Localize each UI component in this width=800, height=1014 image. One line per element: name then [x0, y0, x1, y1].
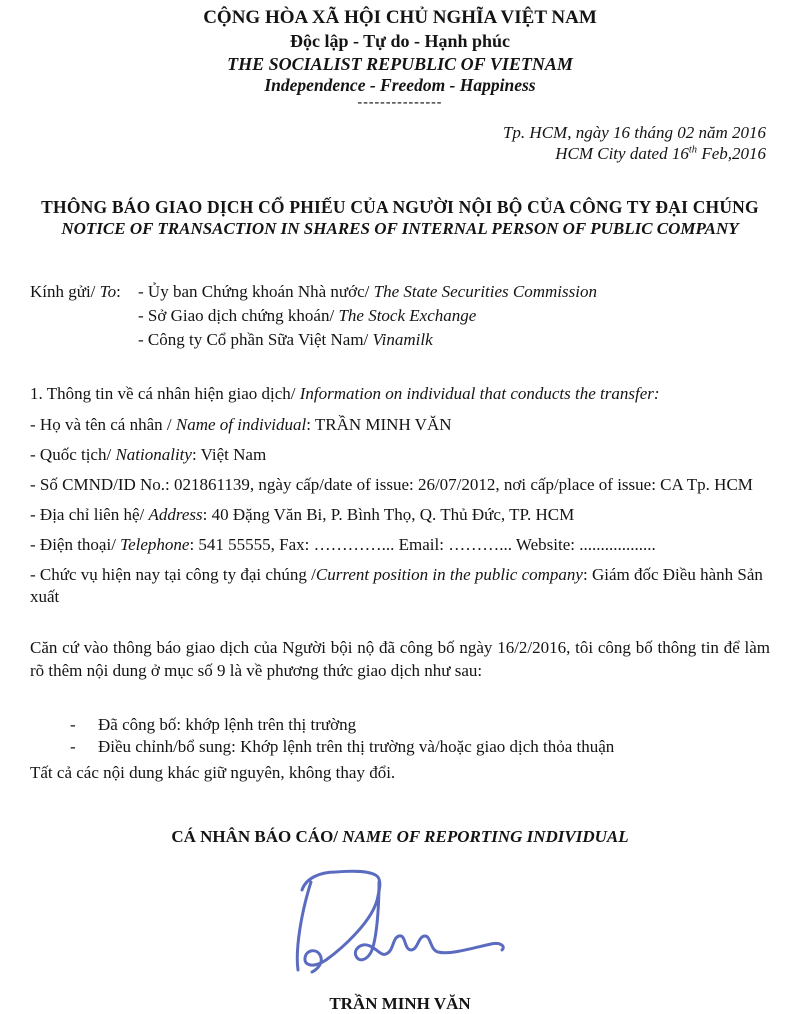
header-separator: ---------------: [357, 95, 443, 110]
bullet-marker: -: [70, 715, 76, 734]
national-header: [30, 6, 770, 110]
list-item-adjusted: [30, 736, 770, 758]
basis-paragraph: Căn cứ vào thông báo giao dịch của Người bội nộ đã công bố ngày 16/2/2016, tôi công bố thông tin để làm rõ thêm nội dung ở mục số 9 là về phương thức giao dịch như sau:: [30, 638, 770, 680]
field-telephone: - Điện thoại/ Telephone: 541 55555, Fax: …………... Email: ………... Website: ..................: [30, 535, 656, 554]
document-title-vn: THÔNG BÁO GIAO DỊCH CỔ PHIẾU CỦA NGƯỜI NỘI BỘ CỦA CÔNG TY ĐẠI CHÚNG: [41, 197, 759, 217]
recipient-item: - Công ty Cổ phần Sữa Việt Nam/ Vinamilk: [138, 330, 433, 349]
header-motto-en: Independence - Freedom - Happiness: [264, 75, 536, 95]
field-name: - Họ và tên cá nhân / Name of individual: TRẦN MINH VĂN: [30, 415, 452, 434]
field-address: - Địa chỉ liên hệ/ Address: 40 Đặng Văn Bi, P. Bình Thọ, Q. Thủ Đức, TP. HCM: [30, 505, 575, 524]
list-item-text: Đã công bố: khớp lệnh trên thị trường: [98, 715, 357, 734]
section-individual-info: [30, 382, 770, 608]
recipient-item: - Sở Giao dịch chứng khoán/ The Stock Exchange: [138, 306, 477, 325]
header-country-vn: CỘNG HÒA XÃ HỘI CHỦ NGHĨA VIỆT NAM: [203, 7, 597, 28]
closing-statement: Tất cả các nội dung khác giữ nguyên, không thay đổi.: [30, 763, 396, 782]
list-item-text: Điều chỉnh/bổ sung: Khớp lệnh trên thị trường và/hoặc giao dịch thỏa thuận: [98, 737, 615, 756]
dateline-vn: Tp. HCM, ngày 16 tháng 02 năm 2016: [502, 123, 766, 142]
bullet-marker: -: [70, 737, 76, 756]
field-id-number: - Số CMND/ID No.: 021861139, ngày cấp/date of issue: 26/07/2012, nơi cấp/place of issue: CA Tp. HCM: [30, 475, 753, 494]
amendment-list: [30, 714, 770, 758]
list-item-announced: [30, 714, 770, 736]
signatory-name: TRẦN MINH VĂN: [329, 994, 471, 1013]
recipient-item: - Ủy ban Chứng khoán Nhà nước/ The State Securities Commission: [138, 282, 597, 301]
header-country-en: THE SOCIALIST REPUBLIC OF VIETNAM: [227, 54, 573, 74]
recipients-list: [138, 280, 770, 352]
recipients-label: Kính gửi/ To:: [30, 282, 121, 301]
document-title-en: NOTICE OF TRANSACTION IN SHARES OF INTERNAL PERSON OF PUBLIC COMPANY: [61, 219, 739, 238]
signature-stroke: [355, 882, 503, 960]
field-nationality: - Quốc tịch/ Nationality: Việt Nam: [30, 445, 267, 464]
header-motto-vn: Độc lập - Tự do - Hạnh phúc: [289, 31, 511, 51]
dateline-en: HCM City dated 16th Feb,2016: [555, 144, 766, 163]
dateline: [30, 122, 766, 164]
signature-area: [30, 866, 770, 983]
signature-heading: CÁ NHÂN BÁO CÁO/ NAME OF REPORTING INDIVIDUAL: [171, 827, 629, 846]
section-heading: 1. Thông tin về cá nhân hiện giao dịch/ Information on individual that conducts the transfer:: [30, 384, 660, 403]
recipients-block: [30, 280, 770, 352]
field-position: - Chức vụ hiện nay tại công ty đại chúng /Current position in the public company: Giám đốc Điều hành Sản xuất: [30, 565, 763, 606]
handwritten-signature: [278, 866, 522, 978]
